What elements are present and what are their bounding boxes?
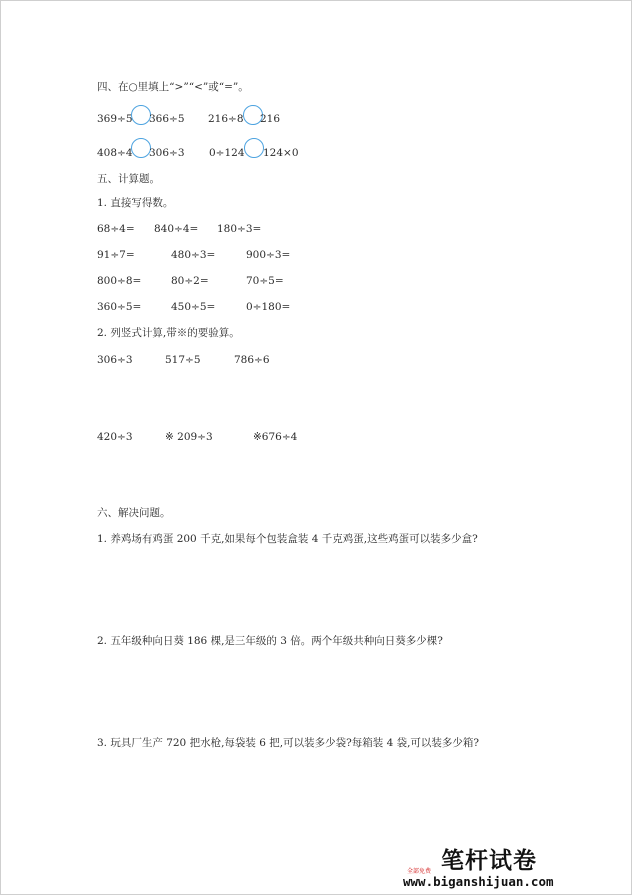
vertical-problem: 517÷5 [165,354,201,366]
vertical-problem: ※676÷4 [253,431,298,443]
vertical-problem: 306÷3 [97,354,133,366]
section-4-title: 四、在○里填上“>”“<”或“=”。 [97,81,249,93]
watermark-title: 笔杆试卷 [441,848,537,874]
oral-problem: 840÷4= [154,223,199,235]
compare-expr: 216÷8 [208,113,244,125]
compare-expr: 216 [260,113,281,125]
section-5-title: 五、计算题。 [97,173,160,185]
compare-expr: 369÷5 [97,113,133,125]
part-1-title: 1. 直接写得数。 [97,197,174,209]
oral-problem: 70÷5= [246,275,284,287]
oral-problem: 68÷4= [97,223,135,235]
watermark-logo [393,842,583,892]
oral-problem: 480÷3= [171,249,216,261]
section-6-title: 六、解决问题。 [97,507,171,519]
oral-problem: 800÷8= [97,275,142,287]
compare-expr: 124×0 [263,147,299,159]
oral-problem: 0÷180= [246,301,291,313]
part-2-title: 2. 列竖式计算,带※的要验算。 [97,327,240,339]
word-problem-1: 1. 养鸡场有鸡蛋 200 千克,如果每个包装盒装 4 千克鸡蛋,这些鸡蛋可以装多少盒? [97,533,478,545]
oral-problem: 450÷5= [171,301,216,313]
compare-expr: 306÷3 [149,147,185,159]
oral-problem: 91÷7= [97,249,135,261]
answer-circle[interactable] [244,138,264,158]
oral-problem: 180÷3= [217,223,262,235]
word-problem-2: 2. 五年级种向日葵 186 棵,是三年级的 3 倍。两个年级共种向日葵多少棵? [97,635,443,647]
compare-expr: 366÷5 [149,113,185,125]
oral-problem: 360÷5= [97,301,142,313]
vertical-problem: 420÷3 [97,431,133,443]
vertical-problem: ※ 209÷3 [165,431,213,443]
vertical-problem: 786÷6 [234,354,270,366]
watermark-tagline: 全部免费 [407,868,432,875]
watermark-url: www.biganshijuan.com [403,874,554,889]
word-problem-3: 3. 玩具厂生产 720 把水枪,每袋装 6 把,可以装多少袋?每箱装 4 袋,可以装多少箱? [97,737,480,749]
oral-problem: 900÷3= [246,249,291,261]
compare-expr: 0÷124 [209,147,245,159]
answer-circle[interactable] [131,105,151,125]
compare-expr: 408÷4 [97,147,133,159]
answer-circle[interactable] [131,138,151,158]
oral-problem: 80÷2= [171,275,209,287]
